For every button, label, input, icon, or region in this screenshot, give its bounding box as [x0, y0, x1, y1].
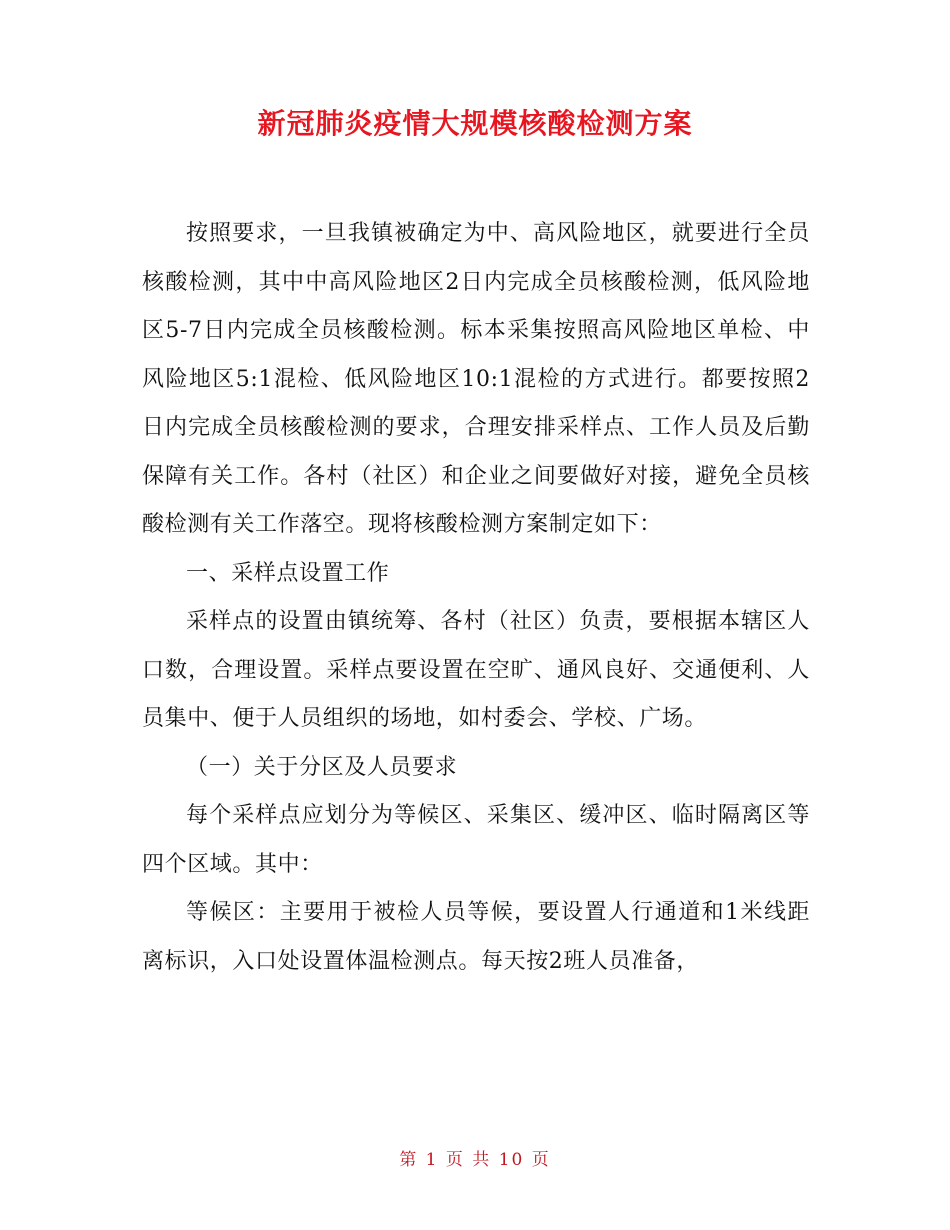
document-body: [142, 210, 810, 986]
intro-paragraph: 按照要求，一旦我镇被确定为中、高风险地区，就要进行全员核酸检测，其中中高风险地区2日内完成全员核酸检测，低风险地区5-7日内完成全员核酸检测。标本采集按照高风险地区单检、中风险地区5:1混检、低风险地区10:1混检的方式进行。都要按照2日内完成全员核酸检测的要求，合理安排采样点、工作人员及后勤保障有关工作。各村（社区）和企业之间要做好对接，避免全员核酸检测有关工作落空。现将核酸检测方案制定如下：: [142, 221, 810, 537]
waiting-area-paragraph: 等候区：主要用于被检人员等候，要设置人行通道和1米线距离标识，入口处设置体温检测点。每天按2班人员准备，: [142, 900, 810, 974]
sampling-points-paragraph: 采样点的设置由镇统筹、各村（社区）负责，要根据本辖区人口数，合理设置。采样点要设置在空旷、通风良好、交通便利、人员集中、便于人员组织的场地，如村委会、学校、广场。: [142, 609, 810, 731]
subsection-heading-zoning: （一）关于分区及人员要求: [186, 754, 458, 780]
section-heading-sampling-points: 一、采样点设置工作: [186, 560, 390, 586]
document-title: 新冠肺炎疫情大规模核酸检测方案: [257, 107, 693, 140]
zoning-paragraph: 每个采样点应划分为等候区、采集区、缓冲区、临时隔离区等四个区域。其中：: [142, 803, 810, 877]
page-number-footer: 第 1 页 共 10 页: [399, 1150, 551, 1170]
